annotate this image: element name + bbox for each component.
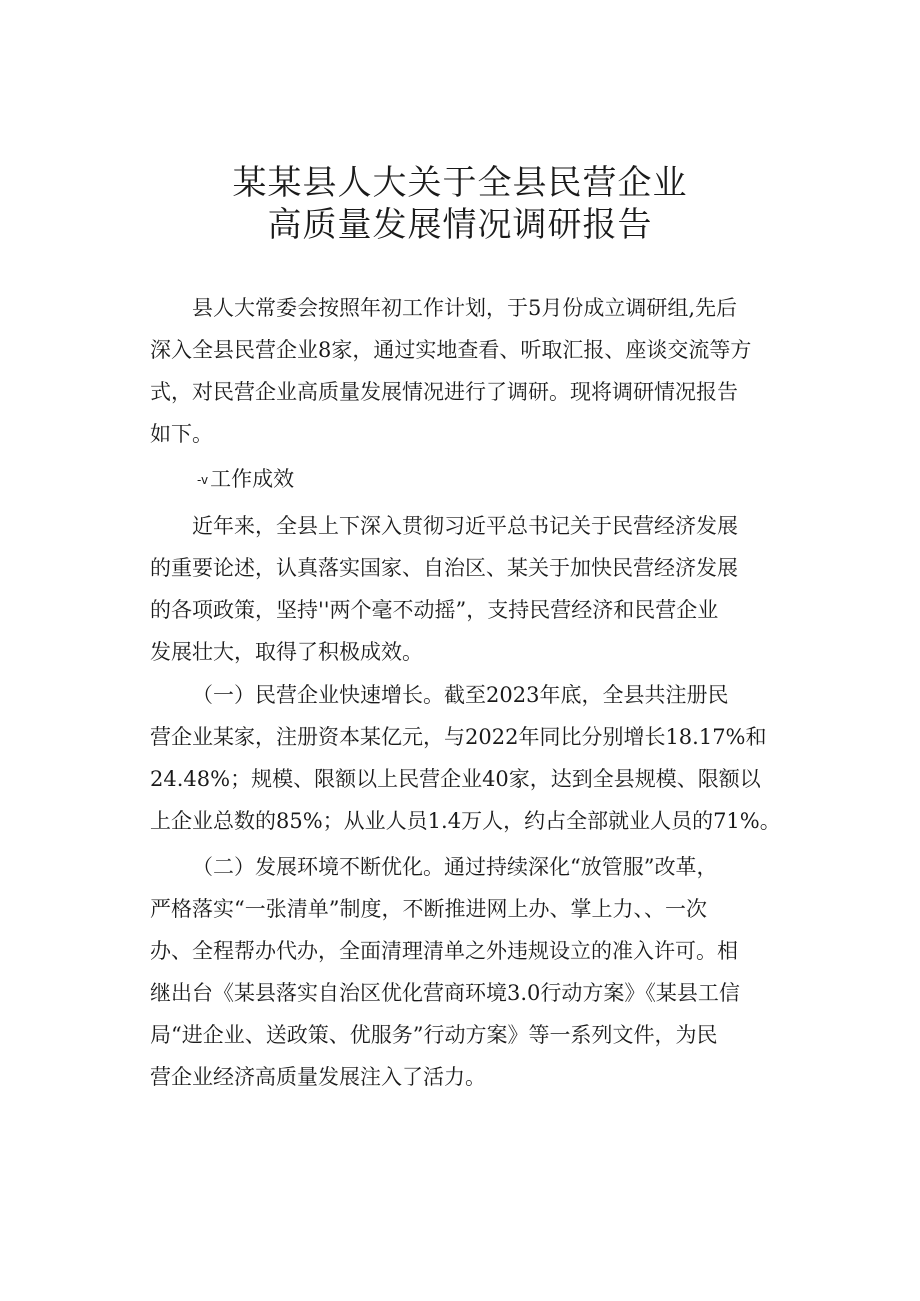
report-title-line-1: 某某县人大关于全县民营企业	[232, 163, 688, 203]
environment-line: 严格落实“一张清单”制度，不断推进网上办、掌上力、、一次	[150, 897, 707, 921]
section-intro-paragraph	[150, 505, 810, 673]
environment-line: 营企业经济高质量发展注入了活力。	[150, 1065, 486, 1089]
growth-line: 上企业总数的85%；从业人员1.4万人，约占全部就业人员的71%。	[150, 809, 781, 833]
growth-line: 营企业某家，注册资本某亿元，与2022年同比分别增长18.17%和	[150, 725, 767, 749]
environment-line: 办、全程帮办代办，全面清理清单之外违规设立的准入许可。相	[150, 939, 738, 963]
growth-paragraph	[150, 674, 810, 842]
growth-line: 24.48%；规模、限额以上民营企业40家，达到全县规模、限额以	[150, 767, 761, 791]
intro-line: 式，对民营企业高质量发展情况进行了调研。现将调研情况报告	[150, 380, 738, 404]
section-intro-line: 发展壮大，取得了积极成效。	[150, 640, 423, 664]
environment-paragraph	[150, 846, 810, 1098]
intro-line: 如下。	[150, 422, 213, 446]
growth-line: （一）民营企业快速增长。截至2023年底，全县共注册民	[192, 683, 729, 707]
section-intro-line: 的重要论述，认真落实国家、自治区、某关于加快民营经济发展	[150, 556, 738, 580]
section-heading-text: 工作成效	[210, 467, 295, 491]
environment-line: 继出台《某县落实自治区优化营商环境3.0行动方案》《某县工信	[150, 981, 740, 1005]
intro-line: 县人大常委会按照年初工作计划，于5月份成立调研组,先后	[192, 296, 738, 320]
section-intro-line: 的各项政策，坚持''两个毫不动摇”，支持民营经济和民营企业	[150, 598, 719, 622]
section-intro-line: 近年来，全县上下深入贯彻习近平总书记关于民营经济发展	[192, 514, 738, 538]
intro-line: 深入全县民营企业8家，通过实地查看、听取汇报、座谈交流等方	[150, 338, 752, 362]
environment-line: （二）发展环境不断优化。通过持续深化“放管服”改革，	[192, 855, 718, 879]
section-heading	[197, 463, 294, 496]
environment-line: 局“进企业、送政策、优服务”行动方案》等一系列文件，为民	[150, 1023, 718, 1047]
report-title-line-2: 高质量发展情况调研报告	[267, 205, 653, 245]
intro-paragraph	[150, 287, 810, 455]
section-heading-marker: -v	[197, 473, 209, 487]
